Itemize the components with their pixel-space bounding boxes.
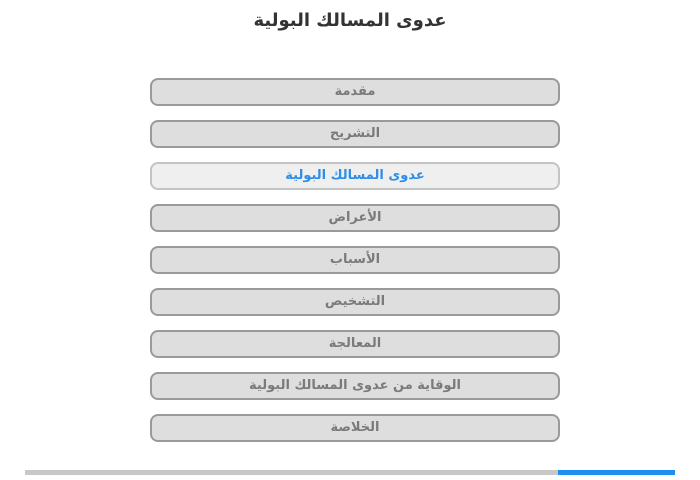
menu-item-symptoms[interactable]: الأعراض — [150, 204, 560, 232]
menu-item-introduction[interactable]: مقدمة — [150, 78, 560, 106]
menu-item-diagnosis[interactable]: التشخيص — [150, 288, 560, 316]
progress-bar-fill — [558, 470, 675, 475]
menu-item-anatomy[interactable]: التشريح — [150, 120, 560, 148]
menu-item-summary[interactable]: الخلاصة — [150, 414, 560, 442]
menu-item-treatment[interactable]: المعالجة — [150, 330, 560, 358]
menu-item-uti[interactable]: عدوى المسالك البولية — [150, 162, 560, 190]
menu-item-causes[interactable]: الأسباب — [150, 246, 560, 274]
progress-bar — [25, 470, 675, 475]
chapter-menu — [150, 78, 560, 456]
page-title: عدوى المسالك البولية — [253, 10, 447, 31]
menu-item-prevention[interactable]: الوقاية من عدوى المسالك البولية — [150, 372, 560, 400]
